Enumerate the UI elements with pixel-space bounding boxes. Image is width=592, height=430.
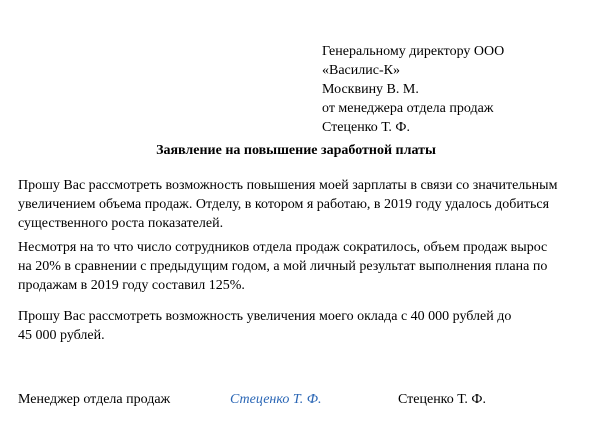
addressee-line: от менеджера отдела продаж [322,101,494,116]
paragraph-line: на 20% в сравнении с предыдущим годом, а мой личный результат выполнения плана по [18,259,548,274]
addressee-line: Стеценко Т. Ф. [322,120,410,135]
paragraph-line: 45 000 рублей. [18,328,105,343]
paragraph-line: существенного роста показателей. [18,216,224,231]
addressee-block [322,42,504,137]
paragraph-line: Прошу Вас рассмотреть возможность повышения моей зарплаты в связи со значительным [18,178,558,193]
paragraph-line: продажам в 2019 году составил 125%. [18,278,245,293]
paragraph-line: Прошу Вас рассмотреть возможность увеличения моего оклада с 40 000 рублей до [18,309,512,324]
signer-role: Менеджер отдела продаж [18,392,171,407]
paragraph-line: Несмотря на то что число сотрудников отдела продаж сократилось, объем продаж вырос [18,240,548,255]
paragraph [18,176,588,233]
addressee-line: Москвину В. М. [322,82,419,97]
handwritten-signature: Стеценко Т. Ф. [230,392,322,407]
document-title: Заявление на повышение заработной платы [156,143,436,158]
addressee-line: Генеральному директору ООО [322,44,505,59]
paragraph-line: увеличением объема продаж. Отделу, в котором я работаю, в 2019 году удалось добиться [18,197,550,212]
signer-name: Стеценко Т. Ф. [398,392,486,407]
paragraph [18,307,588,345]
addressee-line: «Василис-К» [322,63,400,78]
paragraph [18,238,588,295]
